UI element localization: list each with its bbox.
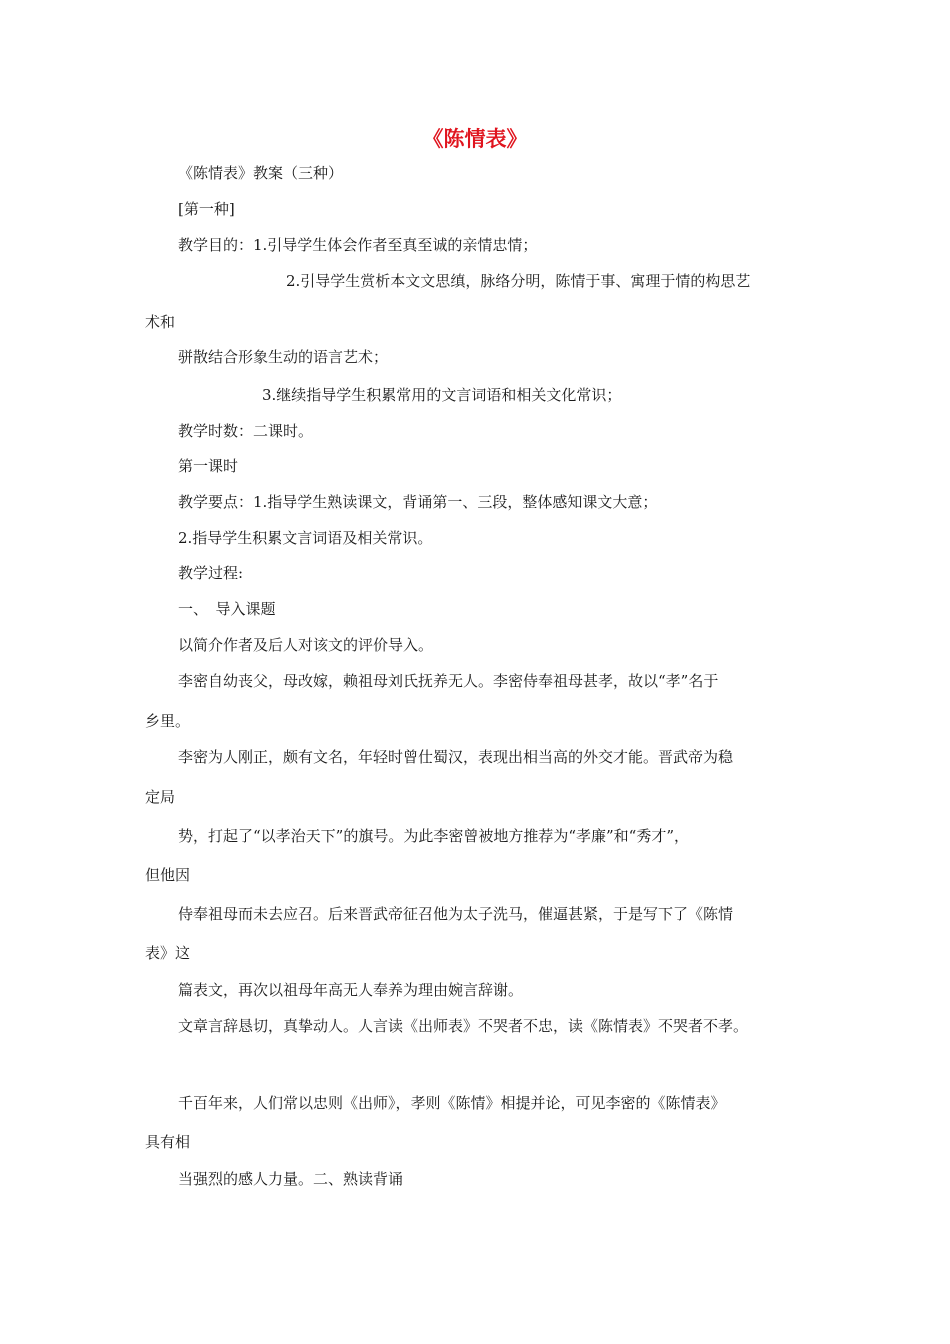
text-line: 第一课时 <box>178 457 239 475</box>
text-line: 定局 <box>145 788 176 806</box>
text-line: 2.引导学生赏析本文文思缜，脉络分明，陈情于事、寓理于情的构思艺 <box>286 272 751 290</box>
text-line: 文章言辞恳切，真挚动人。人言读《出师表》不哭者不忠，读《陈情表》不哭者不孝。 <box>178 1017 749 1035</box>
text-line: 表》这 <box>145 944 191 962</box>
text-line: 千百年来，人们常以忠则《出师》，孝则《陈情》相提并论，可见李密的《陈情表》 <box>178 1094 726 1112</box>
text-line: 李密为人刚正，颇有文名，年轻时曾仕蜀汉，表现出相当高的外交才能。晋武帝为稳 <box>178 748 734 766</box>
text-line: 以简介作者及后人对该文的评价导入。 <box>178 636 434 654</box>
text-line: 当强烈的感人力量。二、熟读背诵 <box>178 1170 404 1188</box>
text-line: 乡里。 <box>145 712 191 730</box>
text-line: 术和 <box>145 313 176 331</box>
text-line: 3.继续指导学生积累常用的文言词语和相关文化常识； <box>262 386 622 404</box>
text-line: 但他因 <box>145 866 191 884</box>
text-line: [第一种] <box>178 200 235 218</box>
text-line: 教学过程: <box>178 564 244 582</box>
document-title: 《陈情表》 <box>422 127 528 151</box>
text-line: 李密自幼丧父，母改嫁，赖祖母刘氏抚养无人。李密侍奉祖母甚孝，故以“孝”名于 <box>178 672 719 690</box>
text-line: 势，打起了“以孝治天下”的旗号。为此李密曾被地方推荐为“孝廉”和“秀才”， <box>178 827 690 845</box>
text-line: 侍奉祖母而未去应召。后来晋武帝征召他为太子洗马，催逼甚紧，于是写下了《陈情 <box>178 905 734 923</box>
text-line: 篇表文，再次以祖母年高无人奉养为理由婉言辞谢。 <box>178 981 524 999</box>
text-line: 2.指导学生积累文言词语及相关常识。 <box>178 529 433 547</box>
text-line: 《陈情表》教案（三种） <box>178 164 344 182</box>
text-line: 一、 导入课题 <box>178 600 276 618</box>
text-line: 具有相 <box>145 1133 191 1151</box>
text-line: 教学时数：二课时。 <box>178 422 314 440</box>
text-line: 教学目的：1.引导学生体会作者至真至诚的亲情忠情； <box>178 236 538 254</box>
text-line: 骈散结合形象生动的语言艺术； <box>178 348 389 366</box>
text-line: 教学要点：1.指导学生熟读课文，背诵第一、三段，整体感知课文大意； <box>178 493 658 511</box>
